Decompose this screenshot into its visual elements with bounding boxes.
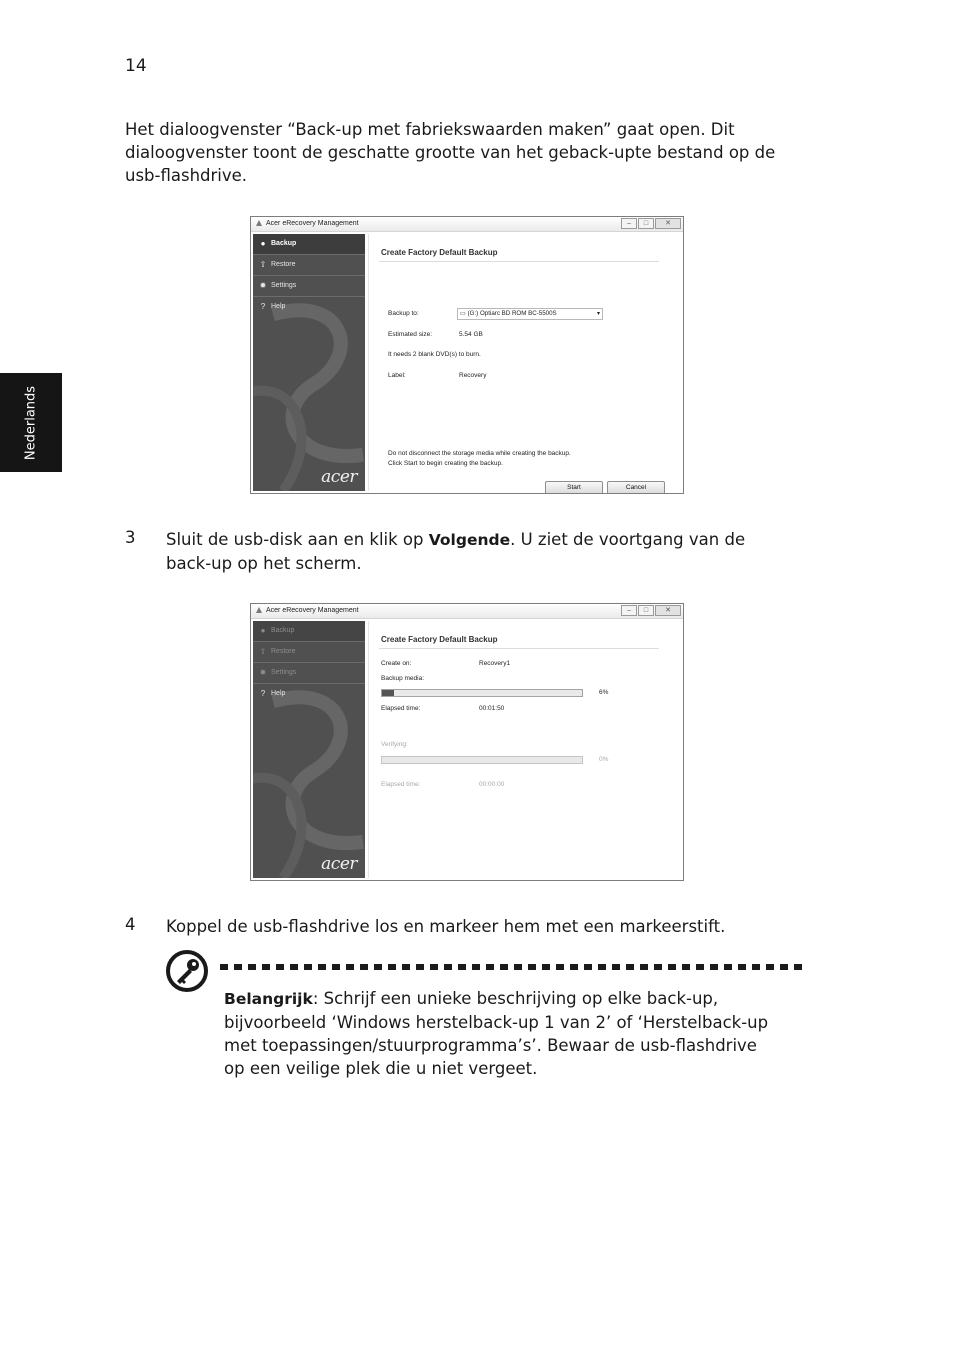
step-4-text: Koppel de usb-flashdrive los en markeer hem met een markeerstift.	[166, 917, 726, 936]
sidebar-item-label: Settings	[271, 669, 297, 676]
backup-icon: ●	[260, 239, 266, 248]
heading-divider	[379, 648, 659, 649]
content-pane	[368, 234, 679, 491]
maximize-button[interactable]	[638, 218, 654, 229]
note-line-2: bijvoorbeeld ‘Windows herstelback-up 1 van 2’ of ‘Herstelback-up	[224, 1013, 769, 1032]
minimize-icon: –	[627, 220, 631, 227]
heading-divider	[379, 261, 659, 262]
sidebar-item-label: Settings	[271, 282, 297, 289]
intro-line-3: usb-flashdrive.	[125, 166, 248, 185]
intro-line-1: Het dialoogvenster “Back-up met fabriekswaarden maken” gaat open. Dit	[125, 120, 735, 139]
window-controls	[620, 218, 681, 228]
backup-icon: ●	[260, 626, 266, 635]
estimated-size-label: Estimated size:	[388, 331, 433, 338]
app-icon	[255, 219, 263, 227]
close-icon: ✕	[665, 220, 671, 227]
maximize-icon: □	[643, 220, 649, 227]
minimize-button[interactable]	[621, 605, 637, 616]
note-line-2: Click Start to begin creating the backup.	[388, 460, 503, 467]
backup-progress-bar	[381, 689, 583, 697]
important-note	[224, 987, 824, 1080]
sidebar-item-backup[interactable]	[253, 234, 365, 255]
backup-media-label: Backup media:	[381, 675, 424, 682]
dialog-heading: Create Factory Default Backup	[381, 248, 498, 257]
note-line-1-rest: : Schrijf een unieke beschrijving op elke back-up,	[312, 989, 719, 1008]
window-title: Acer eRecovery Management	[266, 607, 359, 614]
dialog-heading: Create Factory Default Backup	[381, 635, 498, 644]
intro-line-2: dialoogvenster toont de geschatte grootte van het geback-upte bestand op de	[125, 143, 776, 162]
sidebar-item-restore	[253, 642, 365, 663]
gear-icon: ✹	[259, 668, 267, 677]
verify-percent: 0%	[599, 756, 609, 763]
screenshot-progress-dialog	[250, 603, 684, 881]
start-button[interactable]: Start	[545, 481, 603, 494]
cancel-button[interactable]: Cancel	[607, 481, 665, 494]
label-label: Label:	[388, 372, 406, 379]
elapsed-time-label: Elapsed time:	[381, 705, 421, 712]
dvd-requirement-text: It needs 2 blank DVD(s) to burn.	[388, 351, 481, 358]
verifying-label: Verifying:	[381, 741, 408, 748]
page-number: 14	[125, 56, 147, 76]
sidebar-item-label: Backup	[271, 627, 295, 634]
close-icon: ✕	[665, 607, 671, 614]
verify-elapsed-label: Elapsed time:	[381, 781, 421, 788]
note-line-4: op een veilige plek die u niet vergeet.	[224, 1059, 538, 1078]
sidebar	[253, 621, 365, 878]
step-number: 4	[125, 915, 136, 934]
language-side-tab	[0, 373, 62, 472]
close-button[interactable]	[655, 218, 681, 229]
sidebar-item-label: Restore	[271, 261, 296, 268]
sidebar-item-label: Help	[271, 690, 286, 697]
important-label: Belangrijk	[224, 990, 313, 1008]
step-3-line-1	[166, 528, 826, 552]
create-on-label: Create on:	[381, 660, 412, 667]
restore-icon: ⇧	[259, 260, 267, 269]
drive-icon: ▭	[460, 310, 466, 317]
sidebar-item-backup	[253, 621, 365, 642]
language-label: Nederlands	[23, 385, 39, 460]
verify-elapsed-value: 00:00:00	[479, 781, 505, 788]
chevron-down-icon: ▾	[596, 311, 600, 317]
create-on-value: Recovery1	[479, 660, 511, 667]
maximize-button[interactable]	[638, 605, 654, 616]
close-button[interactable]	[655, 605, 681, 616]
help-icon: ?	[260, 689, 266, 698]
screenshot-backup-dialog	[250, 216, 684, 494]
sidebar-item-label: Help	[271, 303, 286, 310]
sidebar	[253, 234, 365, 491]
elapsed-time-value: 00:01:50	[479, 705, 505, 712]
sidebar-item-restore[interactable]	[253, 255, 365, 276]
minimize-button[interactable]	[621, 218, 637, 229]
note-line-1	[224, 987, 824, 1011]
step-3-text-post: . U ziet de voortgang van de	[510, 530, 746, 549]
sidebar-item-help[interactable]	[253, 297, 365, 317]
backup-progress-fill	[382, 690, 394, 696]
window-titlebar	[251, 217, 683, 232]
sidebar-item-help[interactable]	[253, 684, 365, 704]
window-title: Acer eRecovery Management	[266, 220, 359, 227]
gear-icon: ✹	[259, 281, 267, 290]
sidebar-item-settings[interactable]	[253, 276, 365, 297]
step-3-line-2: back-up op het scherm.	[166, 554, 362, 573]
volgende-ui-term: Volgende	[428, 531, 511, 549]
backup-to-select[interactable]	[457, 308, 603, 320]
estimated-size-value: 5.54 GB	[459, 331, 483, 338]
verify-progress-bar	[381, 756, 583, 764]
step-3-text-pre: Sluit de usb-disk aan en klik op	[166, 530, 429, 549]
window-titlebar	[251, 604, 683, 619]
sidebar-item-label: Restore	[271, 648, 296, 655]
content-pane	[368, 621, 679, 878]
acer-logo: acer	[321, 467, 357, 487]
app-icon	[255, 606, 263, 614]
note-line-1: Do not disconnect the storage media while creating the backup.	[388, 450, 571, 457]
backup-percent: 6%	[599, 689, 609, 696]
restore-icon: ⇧	[259, 647, 267, 656]
backup-to-label: Backup to:	[388, 310, 419, 317]
intro-paragraph	[125, 118, 845, 187]
acer-logo: acer	[321, 854, 357, 874]
help-icon: ?	[260, 302, 266, 311]
step-3-text	[166, 528, 826, 575]
label-value: Recovery	[459, 372, 487, 379]
key-icon	[165, 948, 211, 994]
backup-to-value: (G:) Optiarc BD ROM BC-5500S	[467, 310, 557, 317]
maximize-icon: □	[643, 607, 649, 614]
tip-divider-dots	[220, 964, 806, 970]
step-number: 3	[125, 528, 136, 547]
sidebar-item-label: Backup	[271, 240, 297, 247]
note-line-3: met toepassingen/stuurprogramma’s’. Bewaar de usb-flashdrive	[224, 1036, 757, 1055]
sidebar-item-settings	[253, 663, 365, 684]
window-controls	[620, 605, 681, 615]
minimize-icon: –	[627, 607, 631, 614]
